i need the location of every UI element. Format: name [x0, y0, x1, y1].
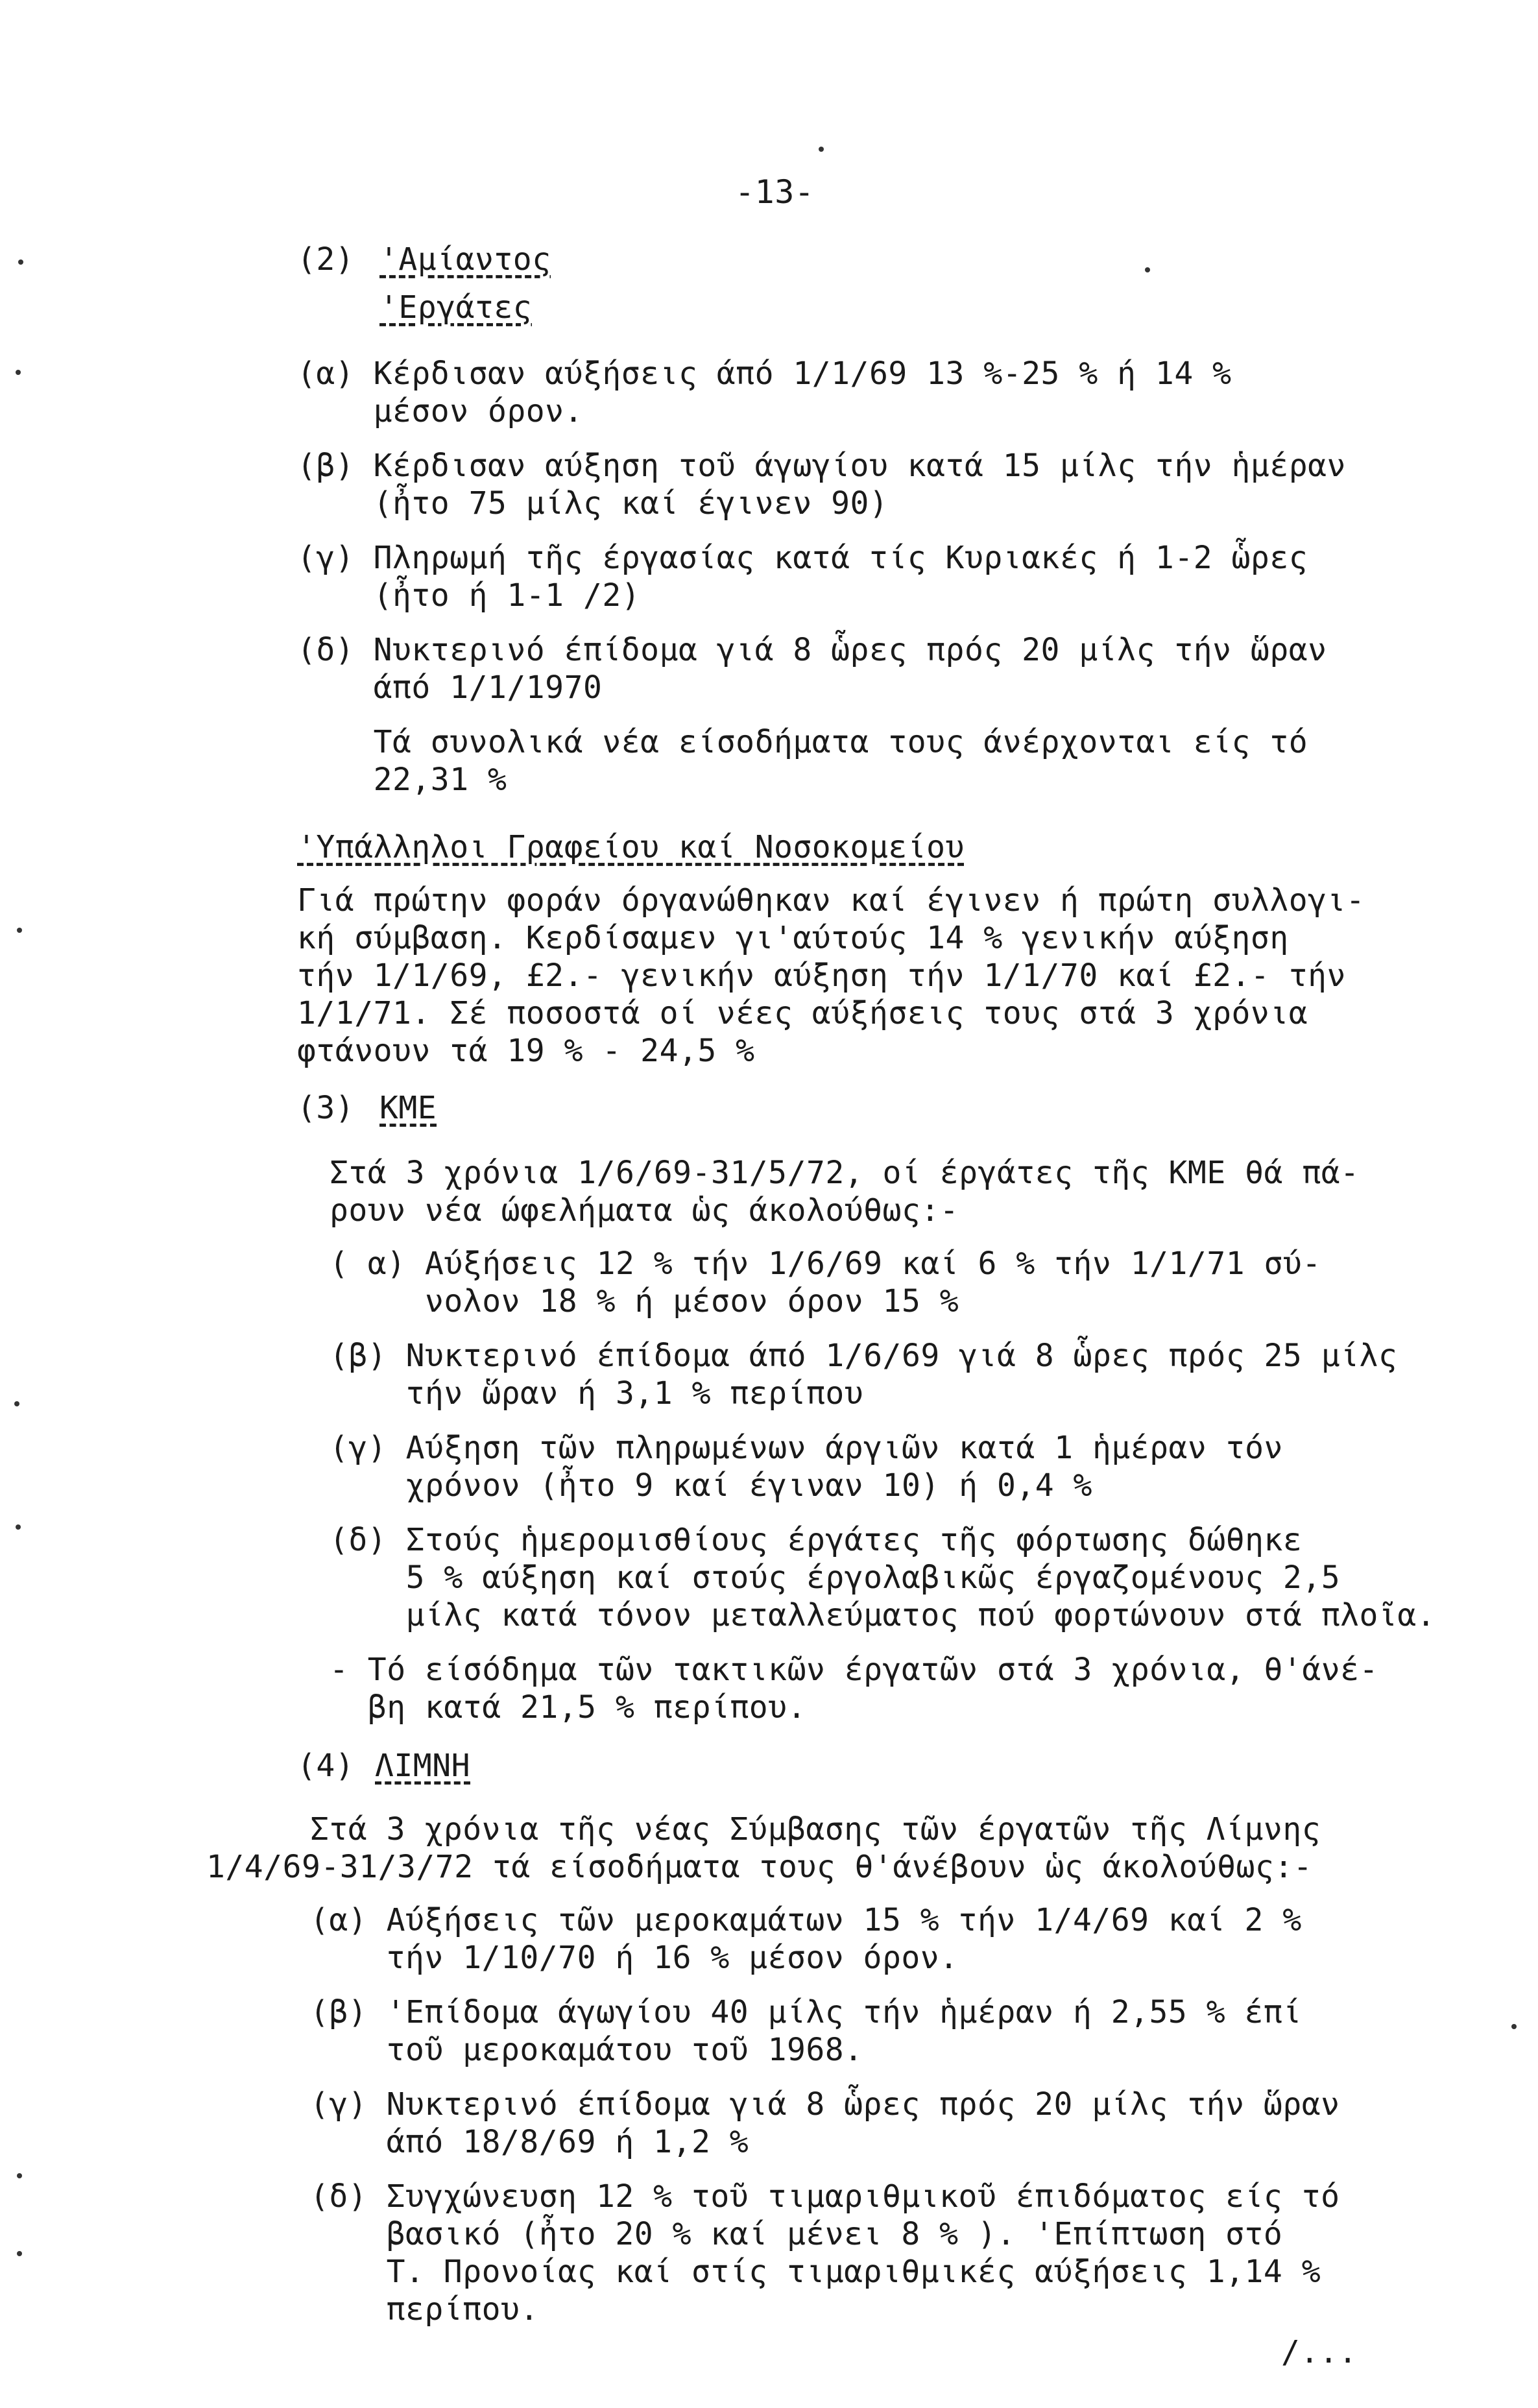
s3-item-d-line2: 5 % αύξηση καί στούς έργολαβικῶς έργαζομένους 2,5: [330, 1559, 1341, 1596]
s2-total-line2: 22,31 %: [297, 762, 507, 798]
section-3-heading: ΚΜΕ: [379, 1090, 437, 1126]
section-2-number: (2): [297, 241, 355, 278]
clerks-heading: 'Υπάλληλοι Γραφείου καί Νοσοκομείου: [297, 829, 965, 865]
scan-speck: [17, 928, 22, 933]
s3-item-a-line2: νολον 18 % ή μέσον όρον 15 %: [330, 1283, 959, 1319]
page-number: -13-: [735, 173, 815, 211]
s4-item-d-line4: περίπου.: [310, 2291, 539, 2328]
section-2-subheading: 'Εργάτες: [379, 289, 533, 326]
s3-item-d-line3: μίλς κατά τόνον μεταλλεύματος πού φορτώνουν στά πλοῖα.: [330, 1597, 1436, 1633]
clerks-text-line1: Γιά πρώτην φοράν όργανώθηκαν καί έγινεν ή πρώτη συλλογι-: [297, 882, 1365, 919]
s3-intro-line2: ρουν νέα ώφελήματα ὡς άκολούθως:-: [330, 1192, 959, 1229]
clerks-text-line4: 1/1/71. Σέ ποσοστά οί νέες αύξήσεις τους στά 3 χρόνια: [297, 995, 1308, 1031]
s2-total-line1: Τά συνολικά νέα είσοδήματα τους άνέρχονται είς τό: [297, 724, 1308, 760]
scan-speck: [17, 2173, 22, 2178]
scan-speck: [16, 370, 21, 375]
s2-item-c-line1: (γ) Πληρωμή τῆς έργασίας κατά τίς Κυριακές ή 1-2 ὧρες: [297, 540, 1308, 576]
s2-item-b-line1: (β) Κέρδισαν αύξηση τοῦ άγωγίου κατά 15 μίλς τήν ἡμέραν: [297, 448, 1346, 484]
s2-item-a-line1: (α) Κέρδισαν αύξήσεις άπό 1/1/69 13 %-25 % ή 14 %: [297, 355, 1232, 392]
section-2-heading: 'Αμίαντος: [379, 241, 551, 278]
s3-intro-line1: Στά 3 χρόνια 1/6/69-31/5/72, οί έργάτες τῆς ΚΜΕ θά πά-: [330, 1155, 1360, 1191]
s3-item-b-line1: (β) Νυκτερινό έπίδομα άπό 1/6/69 γιά 8 ὧρες πρός 25 μίλς: [330, 1338, 1398, 1374]
section-4-number: (4): [297, 1748, 355, 1784]
scan-speck: [14, 1401, 19, 1406]
section-3-number: (3): [297, 1090, 355, 1126]
s4-item-b-line1: (β) 'Επίδομα άγωγίου 40 μίλς τήν ἡμέραν ή 2,55 % έπί: [310, 1994, 1302, 2030]
s3-summary-line2: βη κατά 21,5 % περίπου.: [330, 1689, 806, 1726]
s2-item-d-line2: άπό 1/1/1970: [297, 669, 603, 706]
s4-item-d-line2: βασικό (ἦτο 20 % καί μένει 8 % ). 'Επίπτωση στό: [310, 2216, 1283, 2252]
s4-item-b-line2: τοῦ μεροκαμάτου τοῦ 1968.: [310, 2032, 863, 2068]
continuation-mark: /...: [1281, 2334, 1358, 2370]
s3-summary-line1: - Τό είσόδημα τῶν τακτικῶν έργατῶν στά 3 χρόνια, θ'άνέ-: [330, 1652, 1378, 1688]
s3-item-d-line1: (δ) Στούς ἡμερομισθίους έργάτες τῆς φόρτωσης δώθηκε: [330, 1522, 1303, 1558]
s3-item-c-line1: (γ) Αύξηση τῶν πληρωμένων άργιῶν κατά 1 ἡμέραν τόν: [330, 1430, 1283, 1466]
scan-speck: [16, 1524, 21, 1530]
s4-item-d-line1: (δ) Συγχώνευση 12 % τοῦ τιμαριθμικοῦ έπιδόματος είς τό: [310, 2178, 1340, 2215]
s2-item-b-line2: (ἦτο 75 μίλς καί έγινεν 90): [297, 485, 889, 522]
scan-speck: [1145, 267, 1150, 272]
section-4-heading: ΛΙΜΝΗ: [375, 1748, 470, 1784]
s4-item-c-line1: (γ) Νυκτερινό έπίδομα γιά 8 ὧρες πρός 20 μίλς τήν ὥραν: [310, 2086, 1340, 2123]
scan-speck: [819, 147, 824, 152]
clerks-text-line3: τήν 1/1/69, £2.- γενικήν αύξηση τήν 1/1/70 καί £2.- τήν: [297, 957, 1346, 994]
s2-item-a-line2: μέσον όρον.: [297, 393, 583, 429]
s2-item-d-line1: (δ) Νυκτερινό έπίδομα γιά 8 ὧρες πρός 20 μίλς τήν ὥραν: [297, 632, 1327, 668]
s3-item-a-line1: ( α) Αύξήσεις 12 % τήν 1/6/69 καί 6 % τήν 1/1/71 σύ-: [330, 1246, 1321, 1282]
scan-speck: [18, 259, 23, 265]
s4-intro-line2: 1/4/69-31/3/72 τά είσοδήματα τους θ'άνέβουν ὡς άκολούθως:-: [206, 1849, 1313, 1885]
scan-speck: [17, 2251, 22, 2256]
s3-item-b-line2: τήν ὥραν ή 3,1 % περίπου: [330, 1375, 864, 1412]
s4-intro-line1: Στά 3 χρόνια τῆς νέας Σύμβασης τῶν έργατῶν τῆς Λίμνης: [310, 1811, 1321, 1848]
s2-item-c-line2: (ἦτο ή 1-1 /2): [297, 577, 641, 614]
scan-speck: [1511, 2024, 1517, 2029]
s4-item-a-line1: (α) Αύξήσεις τῶν μεροκαμάτων 15 % τήν 1/4/69 καί 2 %: [310, 1902, 1302, 1938]
s4-item-d-line3: Τ. Προνοίας καί στίς τιμαριθμικές αύξήσεις 1,14 %: [310, 2254, 1321, 2290]
s3-item-c-line2: χρόνον (ἦτο 9 καί έγιναν 10) ή 0,4 %: [330, 1467, 1092, 1504]
clerks-text-line2: κή σύμβαση. Κερδίσαμεν γι'αύτούς 14 % γενικήν αύξηση: [297, 920, 1289, 956]
clerks-text-line5: φτάνουν τά 19 % - 24,5 %: [297, 1033, 755, 1069]
s4-item-c-line2: άπό 18/8/69 ή 1,2 %: [310, 2124, 749, 2160]
s4-item-a-line2: τήν 1/10/70 ή 16 % μέσον όρον.: [310, 1940, 959, 1976]
